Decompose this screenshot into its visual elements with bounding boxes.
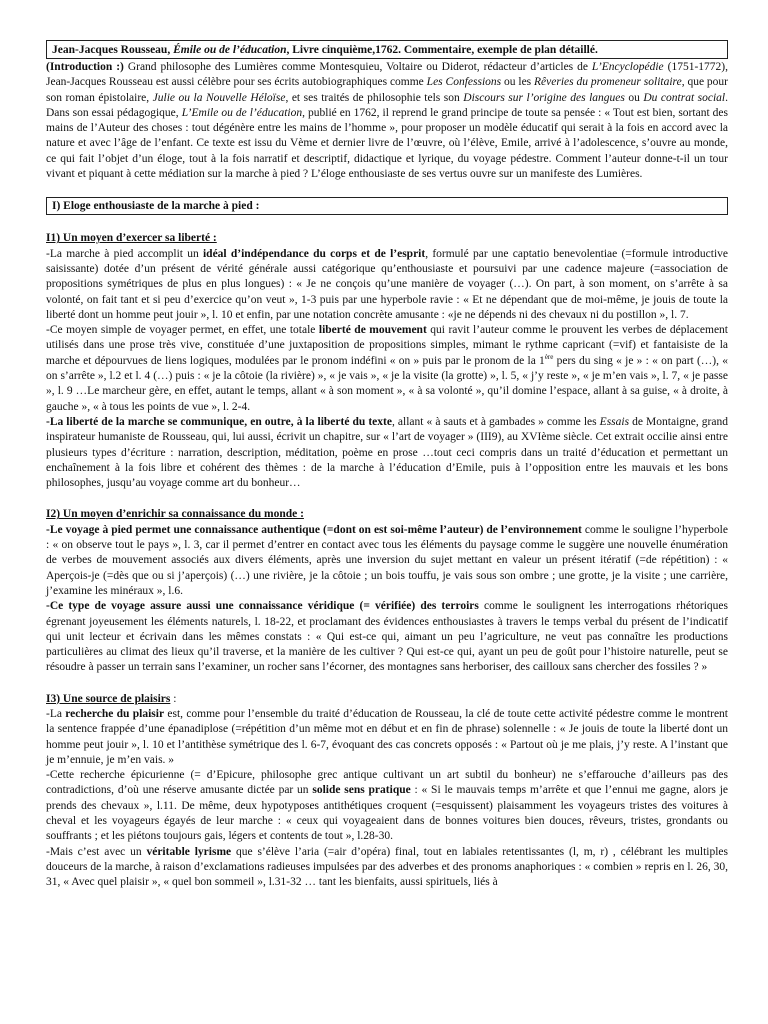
intro-text: ou [624,91,644,104]
text: -Mais c’est avec un [46,845,147,858]
document-title-box [46,40,728,59]
intro-title-ref: Du contrat social [643,91,726,104]
emphasis: -La liberté de la marche se communique, en outre, à la liberté du texte [46,415,392,428]
title-ref: Essais [599,415,630,428]
emphasis: véritable lyrisme [146,845,232,858]
intro-title-ref: L’Emile ou de l’éducation [181,106,303,119]
introduction-paragraph [46,60,728,182]
intro-text: , publié en 1762, il reprend le grand principe de toute sa pensée : « Tout est bien, sortant des mains de l’Auteur des choses : tout dégénère entre les mains de l’homme », pour proposer un modèle éducatif qui serait à la fois en accord avec la nature et avec l’âge de l’enfant. Ce texte est issu du Vème et dernier livre de l’œuvre, où l’élève, Emile, arrivé à l’adolescence, s’ouvre au monde, ce qui fait l’objet d’un éloge, tout à la fois narratif et descriptif, didactique et lyrique, du voyage pédestre. Comment l’auteur donne-t-il un tour vivant et piquant à cette médiation sur la marche à pied ? L’éloge enthousiaste de ses vertus ouvre sur un manifeste des Lumières. [46,106,728,181]
sub3-paragraph-2 [46,768,728,844]
colon: : [170,692,177,705]
subsection-heading-2: I2) Un moyen d’enrichir sa connaissance du monde : [46,508,304,521]
sub1-paragraph-2 [46,323,728,415]
text: que s’élève l’aria (=air d’opéra) final, tout en labiales retentissantes (l, m, r) , célébrant les multiples douceurs de la marche, à raison d’exclamations radieuses impulsées par des adverbes et des pronoms anaphoriques : « combien » repris en l. 26, 30, 31, « Avec quel plaisir », « quel bon sommeil », l.31-32 … tant les bienfaits, aussi spirituels, liés à [46,845,728,889]
intro-text: . Dans son essai pédagogique, [46,91,728,119]
sub3-paragraph-3 [46,845,728,891]
text: de Montaigne, grand inspirateur humaniste de Rousseau, qui, lui aussi, écrivit un chapitre, sur « l’art de voyager » (III9), au XVIème siècle. Cet extrait occilie ainsi entre plusieurs types d’écriture : narration, description, méditation, poème en prose …tout ceci compris dans un traité d’éducation et permettant un enchaînement à la fois libre et cohérent des thèmes : de la marche à l’éducation d’Emile, puis à l’opposition entre les mauvais et les bons philosophes, jusqu’au voyage comme art du bonheur… [46,415,728,490]
intro-label: (Introduction :) [46,61,124,73]
title-work: Émile ou de l’éducation [173,44,287,56]
intro-text: , que pour son roman épistolaire, [46,76,729,104]
text: -Ce moyen simple de voyager permet, en effet, une totale [46,324,319,337]
title-rest: , Livre cinquième,1762. Commentaire, exemple de plan détaillé. [286,44,598,56]
intro-title-ref: Julie ou la Nouvelle Héloïse [152,91,286,104]
text: : « Si le mauvais temps m’arrête et que l’ennui me gagne, alors je prends des chevaux », l.11. De même, deux hypotyposes antithétiques croquent (=esquissent) plaisamment les voyageurs tristes des voitures à cheval et les voyageurs égayés de leur marche : « ceux qui voyageaient dans de bonnes voitures bien douces, rêveurs, tristes, grondants ou souffrants ; et les piétons toujours gais, légers et contents de tout », l.28-30. [46,784,728,843]
sub2-paragraph-2 [46,599,728,675]
text: comme le souligne l’hyperbole : « on observe tout le pays », l. 3, car il permet d’entrer en contact avec tous les éléments du paysage comme le suggère une nouvelle énumération de verbes de mouvement associés aux divers éléments, après une inversion du sujet mettant en valeur un présent itératif (=de répétition) : « Aperçois-je (=dès que ou si j’aperçois) (…) une rivière, je la côtoie ; un bois touffu, je vais sous son ombre ; une grotte, je la visite ; une carrière, j’examine les minéraux », l.6. [46,523,728,597]
text: , allant « à sauts et à gambades » comme les [391,415,600,428]
emphasis: -Ce type de voyage assure aussi une connaissance véridique (= vérifiée) des terroirs [46,600,479,613]
subsection-heading-3-label: I3) Une source de plaisirs [46,692,171,705]
intro-title-ref: Les Confessions [426,76,502,89]
text: , formulé par une captatio benevolentiae (=formule introductive saisissante) dotée d’un présent de vérité générale aussi catégorique qu’enthousiaste et poursuivi par une cadence majeure (=association de propositions symétriques de plus en plus longues) : « Je ne conçois qu’une manière de voyager (…). On part, à son moment, on s’arrête à sa volonté, on fait tant et si peu d’exercice qu’on veut », 1-3 puis par une hyperbole ravie : « Et ne dépendant que de moi-même, je jouis de toute la liberté dont un homme peut jouir », l. 10 et enfin, par une notation concrète amusante : «je ne dépends ni des chevaux ni du postillon », l. 7. [46,247,729,321]
emphasis: idéal d’indépendance du corps et de l’esprit [202,247,426,260]
emphasis: solide sens pratique [312,784,411,797]
emphasis: recherche du plaisir [65,707,165,720]
intro-text: (1751-1772), Jean-Jacques Rousseau est aussi célèbre pour ses écrits autobiographiques comme [46,61,728,89]
text: pers du sing « je » : « on part (…), « on s’arrête », l.2 et l. 4 (…) puis : « je la côtoie (la rivière) », « je vais », « je la visite (la grotte) », l. 5, « j’y reste », « je m’en vais », l. 7, « je passe », l. 9 …Le marcheur gère, en effet, autant le temps, allant « à son moment », « à sa volonté », qu’il domine l’espace, allant à sa guise, « à droite, à gauche », « à tous les points de vue », l. 2-4. [46,354,728,413]
sub3-paragraph-1 [46,707,728,768]
sub1-paragraph-3 [46,415,728,491]
text: -La [46,707,66,720]
emphasis: -Le voyage à pied permet une connaissance authentique (=dont on est soi-même l’auteur) de l’environnement [46,523,582,536]
title-author: Jean-Jacques Rousseau, [52,44,174,56]
intro-title-ref: Rêveries du promeneur solitaire [534,76,682,89]
sub1-paragraph-1 [46,247,728,323]
text: est, comme pour l’ensemble du traité d’éducation de Rousseau, la clé de toute cette activité pédestre comme le montrent la sentence frappée d’une épanadiplose (=répétition d’un même mot en début et en fin de phrase) solennelle : « Je jouis de toute la liberté dont un homme peut jouir », l. 10 et l’antithèse symétrique des l. 6-7, évoquant des cas concrets opposés : « Partout où je me plais, j’y reste. A l’instant que je m’ennuie, je m’en vais. » [46,707,729,766]
section-heading-1: I) Eloge enthousiaste de la marche à pied : [46,197,728,215]
emphasis: liberté de mouvement [318,324,427,337]
intro-text: Grand philosophe des Lumières comme Montesquieu, Voltaire ou Diderot, rédacteur d’articles de [123,61,592,73]
text: qui ravit l’auteur comme le prouvent les verbes de déplacement utilisés dans une prose très vive, constituée d’une juxtaposition de propositions simples, mimant le rythme capricant (=vif) et fantaisiste de la marche et dépourvues de liens logiques, modulées par le pronom indéfini « on » puis par le pronom de la 1 [46,324,728,367]
superscript: ère [544,352,554,361]
text: comme le soulignent les interrogations rhétoriques égrenant joyeusement les éléments naturels, l. 18-22, et proclamant des évidences enthousiastes à travers le temps verbal du présent de l’indicatif qui unit lecteur et écrivain dans les mêmes constats : « Qui est-ce qui, aimant un peu l’agriculture, ne veut pas connaître les productions particulières au climat des lieux qu’il traverse, et la manière de les cultiver ? Qui est-ce qui, ayant un peu de goût pour l’histoire naturelle, peut se résoudre à passer un terrain sans l’examiner, un rocher sans l’écorner, des montagnes sans herboriser, des cailloux sans chercher des fossiles ? » [46,600,728,674]
subsection-heading-1: I1) Un moyen d’exercer sa liberté : [46,232,217,245]
intro-text: , et ses traités de philosophie tels son [285,91,464,104]
intro-title-ref: L’Encyclopédie [591,61,664,73]
subsection-heading-3 [46,692,728,707]
intro-title-ref: Discours sur l’origine des langues [463,91,625,104]
intro-text: ou les [501,76,535,89]
text: -Cette recherche épicurienne (= d’Epicure, philosophe grec antique cultivant un art subtil du bonheur) ne s’effarouche d’ailleurs pas des contradictions, d’où une réserve amusante dictée par un [46,769,728,797]
text: -La marche à pied accomplit un [46,247,203,260]
sub2-paragraph-1 [46,523,728,599]
document-page [46,40,728,891]
